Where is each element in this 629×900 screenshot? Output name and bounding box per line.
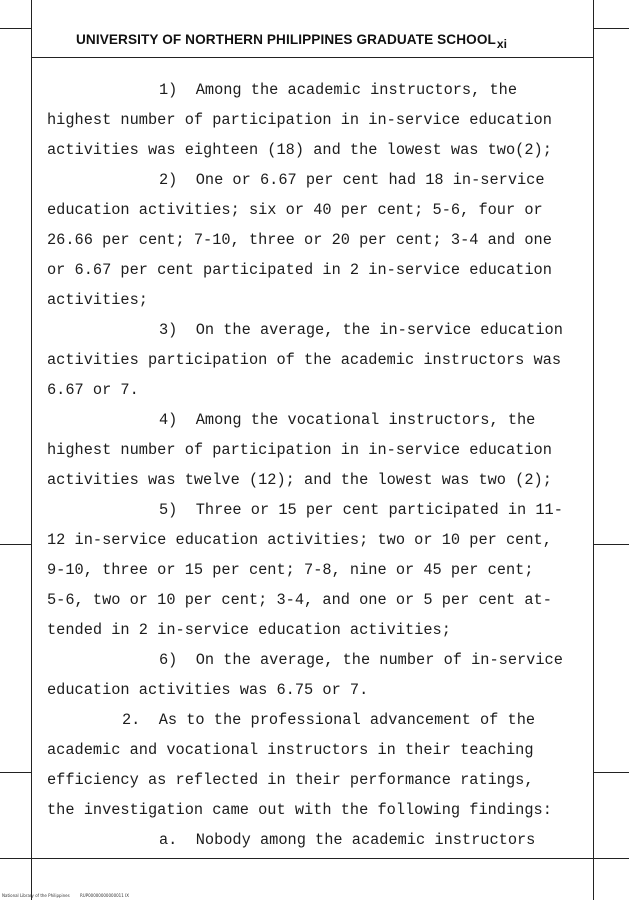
body-line: a. Nobody among the academic instructors — [159, 831, 536, 849]
footer-identifier: RUP00000000000011 IX — [80, 893, 129, 898]
margin-tick-right-1 — [593, 544, 629, 545]
left-margin-rule — [31, 0, 32, 900]
margin-tick-left-2 — [0, 772, 31, 773]
margin-tick-left-1 — [0, 544, 31, 545]
body-line: education activities was 6.75 or 7. — [47, 681, 369, 699]
body-line: academic and vocational instructors in their teaching — [47, 741, 534, 759]
footer-library: National Library of the Philippines — [2, 893, 70, 898]
margin-tick-right-2 — [593, 772, 629, 773]
body-line: tended in 2 in-service education activities; — [47, 621, 451, 639]
body-line: 6.67 or 7. — [47, 381, 139, 399]
body-line: 5) Three or 15 per cent participated in 11- — [159, 501, 563, 519]
body-line: or 6.67 per cent participated in 2 in-service education — [47, 261, 552, 279]
body-line: the investigation came out with the following findings: — [47, 801, 552, 819]
body-line: 26.66 per cent; 7-10, three or 20 per cent; 3-4 and one — [47, 231, 552, 249]
body-line: highest number of participation in in-service education — [47, 111, 552, 129]
body-line: 6) On the average, the number of in-service — [159, 651, 563, 669]
body-line: 3) On the average, the in-service education — [159, 321, 563, 339]
body-line: 12 in-service education activities; two or 10 per cent, — [47, 531, 552, 549]
right-margin-rule — [593, 0, 594, 900]
header-rule-right — [593, 28, 629, 29]
body-line: highest number of participation in in-service education — [47, 441, 552, 459]
bottom-rule — [0, 858, 629, 859]
body-line: 2. As to the professional advancement of the — [122, 711, 536, 729]
header-rule-left — [0, 28, 31, 29]
body-line: activities was twelve (12); and the lowest was two (2); — [47, 471, 552, 489]
body-line: 2) One or 6.67 per cent had 18 in-service — [159, 171, 545, 189]
page-number: xi — [496, 37, 508, 51]
body-line: activities was eighteen (18) and the lowest was two(2); — [47, 141, 552, 159]
header-underline — [31, 57, 593, 58]
header-title: UNIVERSITY OF NORTHERN PHILIPPINES GRADUATE SCHOOL — [76, 32, 496, 47]
body-line: activities; — [47, 291, 148, 309]
body-line: efficiency as reflected in their performance ratings, — [47, 771, 534, 789]
body-line: 5-6, two or 10 per cent; 3-4, and one or 5 per cent at- — [47, 591, 552, 609]
body-line: 4) Among the vocational instructors, the — [159, 411, 536, 429]
body-line: activities participation of the academic instructors was — [47, 351, 562, 369]
body-line: education activities; six or 40 per cent; 5-6, four or — [47, 201, 543, 219]
body-line: 9-10, three or 15 per cent; 7-8, nine or 45 per cent; — [47, 561, 534, 579]
body-line: 1) Among the academic instructors, the — [159, 81, 518, 99]
page-header — [76, 32, 508, 51]
